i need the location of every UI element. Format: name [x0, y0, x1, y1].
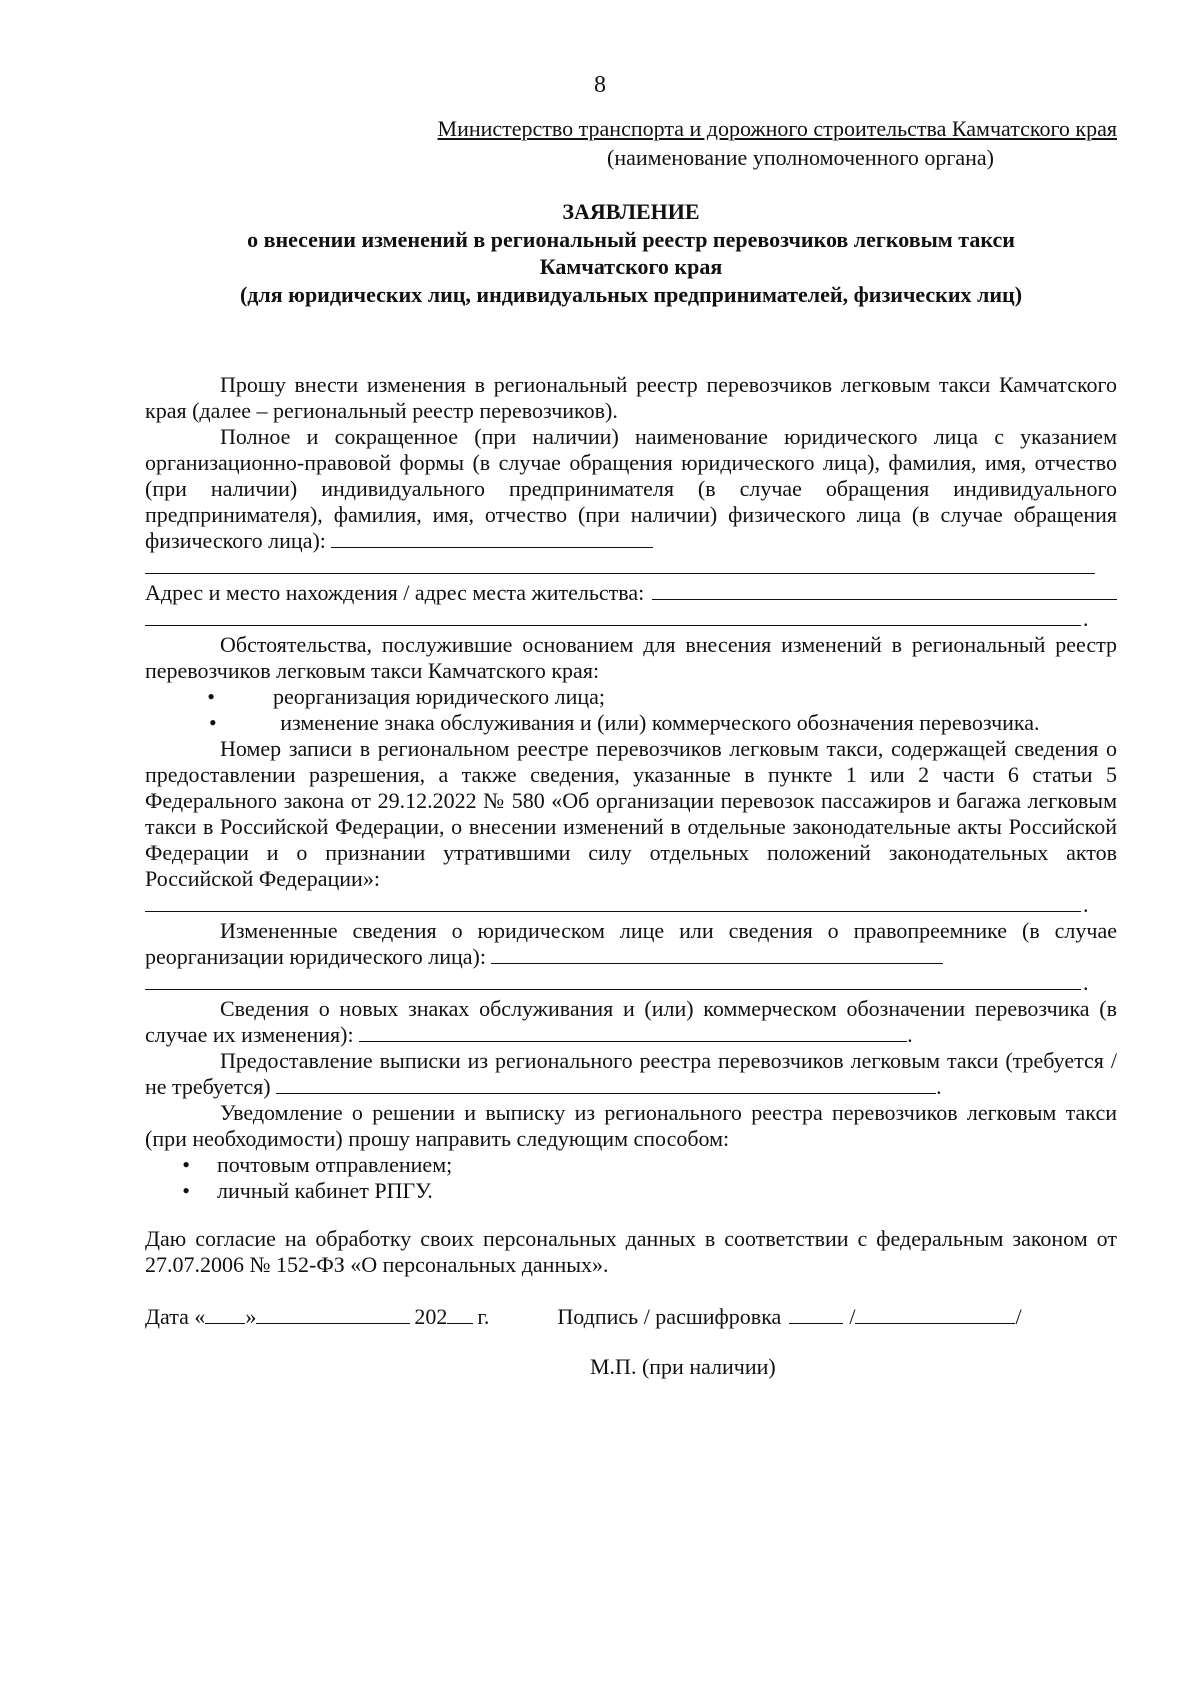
signature-separator-1: / [849, 1304, 856, 1329]
applicant-name-line[interactable] [145, 554, 1117, 580]
method-item-2 [145, 1178, 1117, 1204]
record-number-dot: . [1083, 892, 1089, 917]
extract-label: Предоставление выписки из регионального реестра перевозчиков легковым такси (требуется / не требуется) [145, 1048, 1117, 1099]
record-number-paragraph: Номер записи в региональном реестре перевозчиков легковым такси, содержащей сведения о предоставлении разрешения, а также сведения, указанные в пункте 1 или 2 части 6 статьи 5 Федерального закона от 29.12.2022 № 580 «Об организации перевозок пассажиров и багажа легковым такси в Российской Федерации, о внесении изменений в отдельные законодательные акты Российской Федерации и о признании утратившими силу отдельных положений законодательных актов Российской Федерации»: [145, 736, 1117, 891]
date-year-field[interactable] [447, 1305, 473, 1324]
signature-separator-2: / [1015, 1304, 1022, 1329]
date-month-field[interactable] [256, 1305, 410, 1324]
authority-name: Министерство транспорта и дорожного строительства Камчатского края [437, 116, 1117, 141]
bullet-icon: • [209, 710, 217, 735]
circumstance-text-1: реорганизация юридического лица; [273, 684, 605, 709]
title-line-3: Камчатского края [539, 254, 723, 279]
record-number-line[interactable] [145, 892, 1117, 918]
method-text-2: личный кабинет РПГУ. [217, 1178, 433, 1203]
changed-info-line[interactable] [145, 970, 1117, 996]
changed-info-dot: . [1083, 970, 1089, 995]
authority-caption: (наименование уполномоченного органа) [607, 145, 994, 170]
circumstances-paragraph: Обстоятельства, послужившие основанием для внесения изменений в региональный реестр перевозчиков легковым такси Камчатского края: [145, 632, 1117, 683]
service-marks-dot: . [907, 1022, 913, 1047]
signature-label: Подпись / расшифровка [557, 1304, 782, 1329]
consent-paragraph: Даю согласие на обработку своих персональных данных в соответствии с федеральным законом от 27.07.2006 № 152-ФЗ «О персональных данных». [145, 1226, 1117, 1277]
circumstance-text-2: изменение знака обслуживания и (или) коммерческого обозначения перевозчика. [280, 710, 1040, 735]
request-paragraph: Прошу внести изменения в региональный реестр перевозчиков легковым такси Камчатского края (далее – региональный реестр перевозчиков). [145, 372, 1117, 423]
bullet-icon: • [207, 684, 215, 709]
applicant-name-field[interactable] [331, 529, 653, 548]
address-row [145, 580, 1117, 606]
date-year-prefix: 202 [414, 1304, 448, 1329]
service-marks-label: Сведения о новых знаках обслуживания и (или) коммерческом обозначении перевозчика (в случае их изменения): [145, 996, 1117, 1047]
changed-info-paragraph [145, 918, 1117, 970]
address-dot: . [1083, 606, 1089, 631]
date-mid: » [245, 1304, 257, 1329]
application-body [145, 372, 1117, 1380]
title-line-1: ЗАЯВЛЕНИЕ [562, 199, 700, 224]
page-number: 8 [594, 72, 606, 98]
date-signature-row [145, 1304, 1117, 1330]
circumstance-item-2 [145, 710, 1117, 736]
address-label: Адрес и место нахождения / адрес места жительства: [145, 580, 645, 605]
changed-info-label: Измененные сведения о юридическом лице или сведения о правопреемнике (в случае реорганизации юридического лица): [145, 918, 1117, 969]
applicant-name-paragraph [145, 424, 1117, 554]
address-field[interactable] [652, 581, 1117, 600]
title-line-4: (для юридических лиц, индивидуальных предпринимателей, физических лиц) [239, 281, 1023, 307]
signature-decryption-field[interactable] [855, 1305, 1015, 1324]
service-marks-paragraph [145, 996, 1117, 1048]
document-title [145, 198, 1117, 308]
signature-field[interactable] [789, 1305, 843, 1324]
changed-info-field[interactable] [491, 945, 943, 964]
address-line[interactable] [145, 606, 1117, 632]
service-marks-field[interactable] [359, 1023, 907, 1042]
authority-block [145, 116, 1117, 142]
title-line-2: о внесении изменений в региональный реестр перевозчиков легковым такси [247, 226, 1015, 252]
method-text-1: почтовым отправлением; [217, 1152, 453, 1177]
bullet-icon: • [182, 1178, 190, 1203]
notification-paragraph: Уведомление о решении и выписку из регионального реестра перевозчиков легковым такси (при необходимости) прошу направить следующим способом: [145, 1100, 1117, 1151]
date-day-field[interactable] [205, 1305, 245, 1324]
extract-paragraph [145, 1048, 1117, 1100]
stamp-label: М.П. (при наличии) [590, 1354, 776, 1379]
circumstance-item-1 [145, 684, 1117, 710]
applicant-name-label: Полное и сокращенное (при наличии) наименование юридического лица с указанием организационно-правовой формы (в случае обращения юридического лица), фамилия, имя, отчество (при наличии) индивидуального предпринимателя (в случае обращения индивидуального предпринимателя), фамилия, имя, отчество (при наличии) физического лица (в случае обращения физического лица): [145, 424, 1117, 553]
date-suffix: г. [477, 1304, 490, 1329]
method-item-1 [145, 1152, 1117, 1178]
bullet-icon: • [182, 1152, 190, 1177]
extract-field[interactable] [276, 1075, 936, 1094]
extract-dot: . [936, 1074, 942, 1099]
date-prefix: Дата « [145, 1304, 206, 1329]
